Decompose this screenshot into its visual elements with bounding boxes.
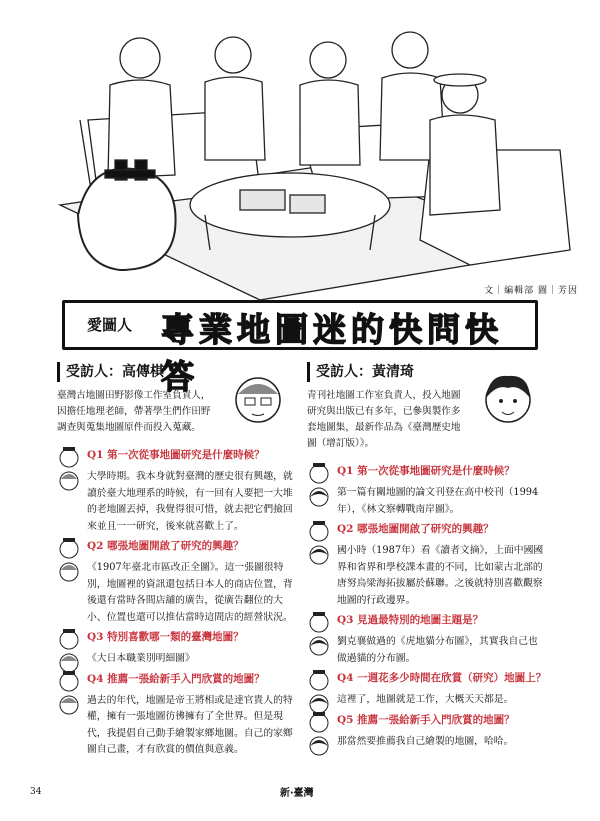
- interviewee-icon: [307, 543, 331, 567]
- credit-line: 文｜編輯部 圖｜芳因: [484, 286, 578, 296]
- mascot-icon: [307, 667, 331, 691]
- portrait-icon: [229, 370, 287, 428]
- qa-block: [307, 460, 547, 750]
- mascot-icon: [307, 709, 331, 733]
- mascot-icon: [307, 460, 331, 484]
- portrait-icon: [479, 370, 537, 428]
- answer: 《1907年臺北市區改正全圖》。這一張圖很特別，地圖裡的資訊還包括日本人的商店位置，背後還有當時各間店舖的廣告，從廣告翻位的大小、位置也還可以推估當時這間店的經營狀況。: [57, 560, 297, 626]
- answer: 大學時期。我本身就對臺灣的歷史很有興趣，就讀於臺大地理系的時候，有一回有人要把一大堆的老地圖丟掉，我覺得很可惜，就去把它們撿回來並且一一研究，後來就喜歡上了。: [57, 469, 297, 535]
- mascot-icon: [57, 626, 81, 650]
- interviewee-icon: [307, 734, 331, 758]
- page-title: 專業地圖迷的快問快答: [161, 310, 503, 396]
- interviewee-icon: [307, 634, 331, 658]
- mascot-icon: [307, 518, 331, 542]
- answer: 過去的年代，地圖是帝王將相或是達官貴人的特權，擁有一張地圖彷彿擁有了全世界。但是現代，我提倡自己動手繪製家鄉地圖。自己的家鄉圖自己畫，才有欣賞的價值與意義。: [57, 693, 297, 759]
- banner-tag: 愛圖人: [87, 316, 133, 334]
- mascot-icon: [57, 668, 81, 692]
- page-number: 34: [30, 787, 42, 797]
- mascot-icon: [57, 444, 81, 468]
- question: Q1 第一次從事地圖研究是什麼時候？: [307, 460, 547, 482]
- interviewee-left: [57, 362, 297, 759]
- interviewee-icon: [57, 469, 81, 493]
- interviewee-bio: 臺灣古地圖田野影像工作室負責人，因擔任地理老師，帶著學生們作田野調查與蒐集地圖原件而投入蒐藏。: [57, 390, 211, 433]
- magazine-name: 新‧臺灣: [280, 788, 314, 799]
- question: Q1 第一次從事地圖研究是什麼時候？: [57, 444, 297, 466]
- mascot-icon: [57, 535, 81, 559]
- question: Q2 哪張地圖開啟了研究的興趣？: [57, 535, 297, 557]
- interviewee-name: 受訪人：高傳棋: [57, 362, 297, 382]
- question: Q2 哪張地圖開啟了研究的興趣？: [307, 518, 547, 540]
- question: Q5 推薦一張給新手入門欣賞的地圖？: [307, 709, 547, 731]
- interviewee-icon: [307, 485, 331, 509]
- question: Q4 一週花多少時間在欣賞（研究）地圖上？: [307, 667, 547, 689]
- interviewee-bio: 青刊社地圖工作室負責人，投入地圖研究與出版已有多年，已參與製作多套地圖集，最新作品為《臺灣歷史地圖（增訂版）》。: [307, 390, 461, 449]
- answer: 國小時（1987年）看《讀者文摘》，上面中國國界和省界和學校課本畫的不同，比如蒙古北部的唐努烏梁海拓拔屬於蘇聯。之後就特別喜歡觀察地圖的行政邊界。: [307, 543, 547, 609]
- answer: 劉克襄做過的《虎地貓分布圖》，其實我自己也做過貓的分布圖。: [307, 634, 547, 667]
- answer: 那當然要推薦我自己繪製的地圖，哈哈。: [307, 734, 547, 751]
- question: Q3 特別喜歡哪一類的臺灣地圖？: [57, 626, 297, 648]
- interviewee-name: 受訪人：黃清琦: [307, 362, 547, 382]
- mascot-icon: [307, 609, 331, 633]
- interviewee-right: [307, 362, 547, 750]
- answer: 《大日本職業別明細圖》: [57, 651, 297, 668]
- question: Q3 見過最特別的地圖主題是？: [307, 609, 547, 631]
- header-illustration: [0, 0, 600, 300]
- qa-block: [57, 444, 297, 759]
- answer: 這裡了，地圖就是工作，大概天天都是。: [307, 692, 547, 709]
- interviewee-icon: [57, 560, 81, 584]
- interviewee-icon: [57, 693, 81, 717]
- answer: 第一篇有關地圖的論文刊登在高中校刊（1994年），《林文察轉戰南岸圖》。: [307, 485, 547, 518]
- question: Q4 推薦一張給新手入門欣賞的地圖？: [57, 668, 297, 690]
